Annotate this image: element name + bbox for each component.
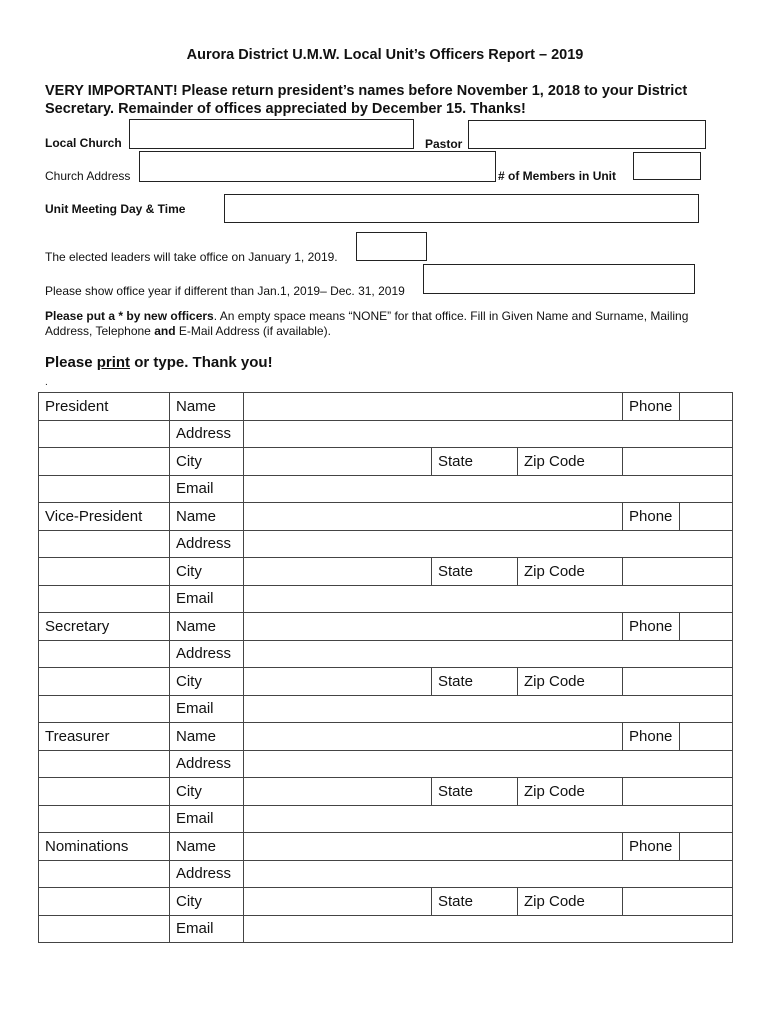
city-label: City [170,888,244,916]
city-label: City [170,778,244,806]
office-year-text: Please show office year if different than Jan.1, 2019– Dec. 31, 2019 [45,284,405,298]
role-blank [39,585,170,613]
email-input[interactable] [244,475,733,503]
officer-address-row [39,750,733,778]
state-label: State [432,448,518,476]
phone-label: Phone [629,727,673,745]
officer-email-row [39,585,733,613]
instructions-rest: . An empty space means “NONE” for that office. Fill in Given Name and Surname, Mailing Address, Telephone [45,309,689,338]
officer-email-row [39,805,733,833]
officer-role: Nominations [39,833,170,861]
important-notice: VERY IMPORTANT! Please return president’s names before November 1, 2018 to your District Secretary. Remainder of offices appreciated by December 15. Thanks! [45,83,688,117]
officer-email-row [39,695,733,723]
role-blank [39,778,170,806]
instructions-tail: E-Mail Address (if available). [175,324,331,338]
elected-text: The elected leaders will take office on January 1, 2019. [45,250,338,264]
email-input[interactable] [244,805,733,833]
church-address-label: Church Address [45,169,131,183]
phone-input[interactable] [679,503,732,530]
address-input[interactable] [244,750,733,778]
address-input[interactable] [244,530,733,558]
name-input[interactable] [244,613,623,641]
officer-address-row [39,640,733,668]
role-blank [39,695,170,723]
officer-address-row [39,860,733,888]
officer-city-row [39,448,733,476]
instructions-and: and [154,324,176,338]
local-church-label: Local Church [45,136,122,150]
phone-label: Phone [629,837,673,855]
instructions-bold: Please put a * by new officers [45,309,214,323]
zip-label: Zip Code [518,448,623,476]
zip-label: Zip Code [518,668,623,696]
address-input[interactable] [244,420,733,448]
email-label: Email [170,695,244,723]
zip-label: Zip Code [518,888,623,916]
phone-input[interactable] [679,613,732,640]
name-label: Name [170,613,244,641]
officer-city-row [39,778,733,806]
pastor-label: Pastor [425,137,463,151]
officer-city-row [39,888,733,916]
print-note-after: or type. Thank you! [130,354,273,371]
phone-cell [623,833,733,861]
email-input[interactable] [244,695,733,723]
print-note-underlined: print [96,354,131,371]
email-label: Email [170,805,244,833]
email-input[interactable] [244,915,733,943]
meeting-input[interactable] [224,194,699,223]
officers-table [38,392,733,943]
name-input[interactable] [244,503,623,531]
name-label: Name [170,503,244,531]
officer-role: President [39,393,170,421]
officer-name-row [39,723,733,751]
role-blank [39,475,170,503]
role-blank [39,750,170,778]
role-blank [39,558,170,586]
officer-name-row [39,503,733,531]
members-label: # of Members in Unit [498,169,617,183]
city-label: City [170,448,244,476]
officer-name-row [39,613,733,641]
zip-label: Zip Code [518,558,623,586]
address-input[interactable] [244,860,733,888]
state-label: State [432,558,518,586]
role-blank [39,805,170,833]
role-blank [39,888,170,916]
zip-input[interactable] [623,668,733,696]
name-label: Name [170,833,244,861]
office-year-input[interactable] [423,264,695,294]
officer-name-row [39,833,733,861]
instructions [45,309,735,339]
elected-input[interactable] [356,232,427,261]
role-blank [39,640,170,668]
officer-role: Treasurer [39,723,170,751]
officer-name-row [39,393,733,421]
print-note-dot: . [45,377,48,388]
city-input[interactable] [244,668,432,696]
role-blank [39,860,170,888]
name-input[interactable] [244,393,623,421]
phone-label: Phone [629,617,673,635]
city-input[interactable] [244,448,432,476]
state-label: State [432,778,518,806]
phone-cell [623,723,733,751]
city-input[interactable] [244,778,432,806]
address-label: Address [170,860,244,888]
report-title: Aurora District U.M.W. Local Unit’s Officers Report – 2019 [186,47,584,63]
role-blank [39,915,170,943]
phone-cell [623,613,733,641]
officer-email-row [39,475,733,503]
print-note [45,354,273,371]
state-label: State [432,888,518,916]
name-label: Name [170,723,244,751]
members-input[interactable] [633,152,701,180]
officer-role: Secretary [39,613,170,641]
city-label: City [170,558,244,586]
role-blank [39,530,170,558]
email-label: Email [170,915,244,943]
address-label: Address [170,640,244,668]
role-blank [39,448,170,476]
phone-input[interactable] [679,723,732,750]
address-label: Address [170,530,244,558]
zip-input[interactable] [623,888,733,916]
city-label: City [170,668,244,696]
officers-body [39,393,733,943]
state-label: State [432,668,518,696]
role-blank [39,420,170,448]
local-church-input[interactable] [129,119,414,149]
email-label: Email [170,585,244,613]
email-label: Email [170,475,244,503]
zip-input[interactable] [623,778,733,806]
phone-cell [623,393,733,421]
officer-role: Vice-President [39,503,170,531]
role-blank [39,668,170,696]
church-address-input[interactable] [139,151,496,182]
print-note-before: Please [45,354,97,371]
officer-city-row [39,558,733,586]
officer-address-row [39,420,733,448]
email-input[interactable] [244,585,733,613]
phone-label: Phone [629,397,673,415]
address-input[interactable] [244,640,733,668]
phone-input[interactable] [679,393,732,420]
name-label: Name [170,393,244,421]
city-input[interactable] [244,888,432,916]
officer-email-row [39,915,733,943]
zip-input[interactable] [623,558,733,586]
zip-label: Zip Code [518,778,623,806]
name-input[interactable] [244,723,623,751]
zip-input[interactable] [623,448,733,476]
city-input[interactable] [244,558,432,586]
address-label: Address [170,750,244,778]
address-label: Address [170,420,244,448]
name-input[interactable] [244,833,623,861]
officer-address-row [39,530,733,558]
phone-cell [623,503,733,531]
pastor-input[interactable] [468,120,706,149]
meeting-label: Unit Meeting Day & Time [45,202,186,216]
officer-city-row [39,668,733,696]
phone-label: Phone [629,507,673,525]
phone-input[interactable] [679,833,732,860]
